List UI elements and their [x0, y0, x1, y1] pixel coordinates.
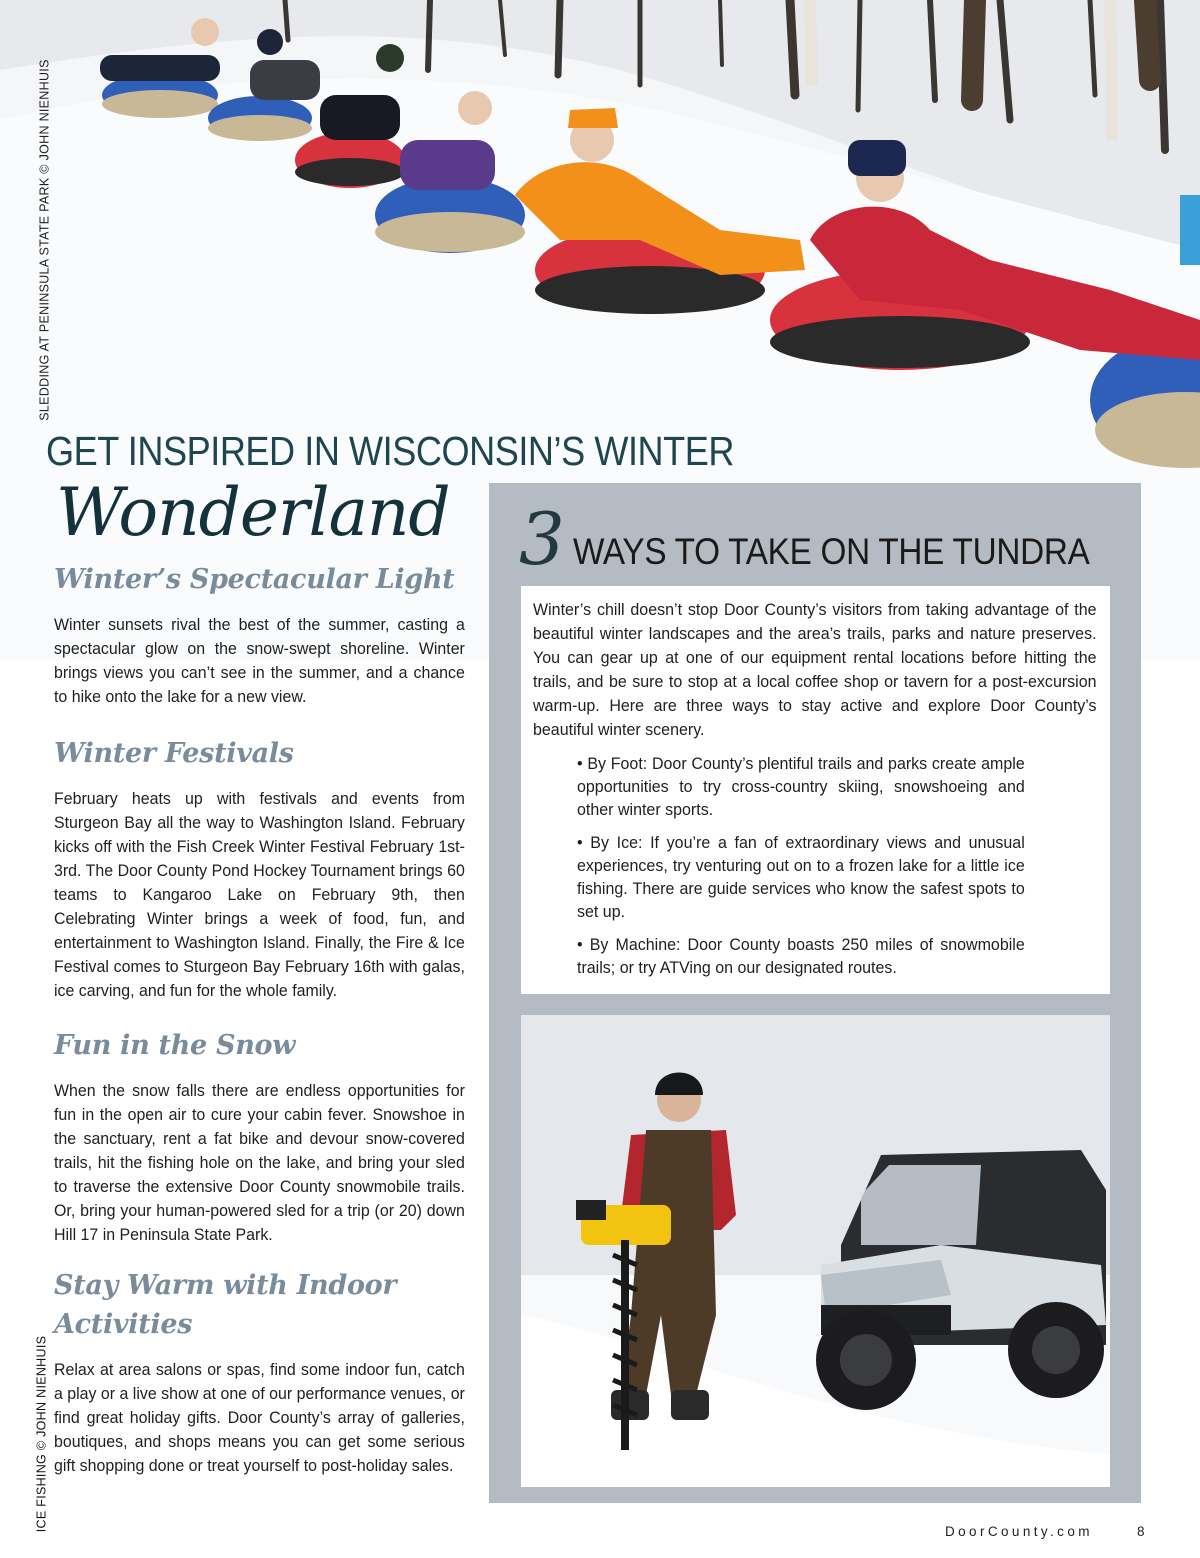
ways-list: [577, 752, 1049, 979]
section-heading: Winter’s Spectacular Light: [54, 564, 455, 595]
section-heading: Winter Festivals: [54, 738, 294, 769]
tundra-sidebar-panel: [489, 483, 1141, 1503]
panel-text-box: [521, 586, 1110, 994]
section-fun-in-snow: [54, 1026, 466, 1247]
section-body: Winter sunsets rival the best of the summer, casting a spectacular glow on the snow-swept shoreline. Winter brings views you can’t see in the summer, and a chance to hike onto the lake for a new view.: [54, 615, 465, 707]
headline-title: Wonderland: [56, 474, 450, 551]
list-item-by-machine: • By Machine: Door County boasts 250 miles of snowmobile trails; or try ATVing on our designated routes.: [577, 935, 1025, 977]
section-body: February heats up with festivals and events from Sturgeon Bay all the way to Washington Island. February kicks off with the Fish Creek Winter Festival February 1st-3rd. The Door County Pond Hockey Tournament brings 60 teams to Kangaroo Lake on February 9th, then Celebrating Winter brings a week of food, fun, and entertainment to Washington Island. Finally, the Fire & Ice Festival comes to Sturgeon Bay February 16th with galas, ice carving, and fun for the whole family.: [54, 789, 465, 1001]
section-body: When the snow falls there are endless opportunities for fun in the open air to cure your cabin fever. Snowshoe in the sanctuary, rent a fat bike and devour snow-covered trails, hit the fishing hole on the lake, and bring your sled to traverse the extensive Door County snowmobile trails. Or, bring your human-powered sled for a trip (or 20) down Hill 17 in Peninsula State Park.: [54, 1081, 465, 1245]
section-heading: Fun in the Snow: [54, 1030, 296, 1061]
section-indoor-activities: [54, 1266, 466, 1478]
list-item-by-foot: • By Foot: Door County’s plentiful trails and parks create ample opportunities to try cross-country skiing, snowshoeing and other winter sports.: [577, 754, 1025, 819]
ice-fishing-photo: [521, 1015, 1110, 1487]
headline-kicker: GET INSPIRED IN WISCONSIN’S WINTER: [46, 428, 734, 474]
ice-fishing-illustration: [521, 1015, 1110, 1487]
list-item-by-ice: • By Ice: If you’re a fan of extraordinary views and unusual experiences, try venturing out on to a frozen lake for a little ice fishing. There are guide services who know the safest spots to set up.: [577, 833, 1025, 921]
section-heading: Stay Warm with Indoor Activities: [54, 1270, 397, 1341]
panel-title: WAYS TO TAKE ON THE TUNDRA: [572, 531, 1090, 572]
panel-header: [519, 497, 1147, 581]
photo-credit-sledding: [30, 60, 60, 420]
photo-credit-ice-fishing-text: ICE FISHING © JOHN NIENHUIS: [34, 1335, 48, 1533]
photo-credit-sledding-text: SLEDDING AT PENINSULA STATE PARK © JOHN NIENHUIS: [38, 59, 53, 421]
footer-website: DoorCounty.com: [945, 1524, 1093, 1539]
section-body: Relax at area salons or spas, find some indoor fun, catch a play or a live show at one of our performance venues, or find great holiday gifts. Door County’s array of galleries, boutiques, and shops means you can get some serious gift shopping done or treat yourself to post-holiday sales.: [54, 1360, 465, 1476]
panel-intro: Winter’s chill doesn’t stop Door County’s visitors from taking advantage of the beautiful winter landscapes and the area’s trails, parks and nature preserves. You can gear up at one of our equipment rental locations before hitting the trails, and be sure to stop at a local coffee shop or tavern for a post-excursion warm-up. Here are three ways to stay active and explore Door County’s beautiful winter scenery.: [533, 600, 1097, 739]
photo-credit-ice-fishing: [30, 1298, 52, 1558]
section-winter-festivals: [54, 734, 466, 1003]
page-number: 8: [1137, 1524, 1145, 1539]
panel-number: 3: [519, 497, 565, 581]
section-winter-light: [54, 560, 466, 709]
